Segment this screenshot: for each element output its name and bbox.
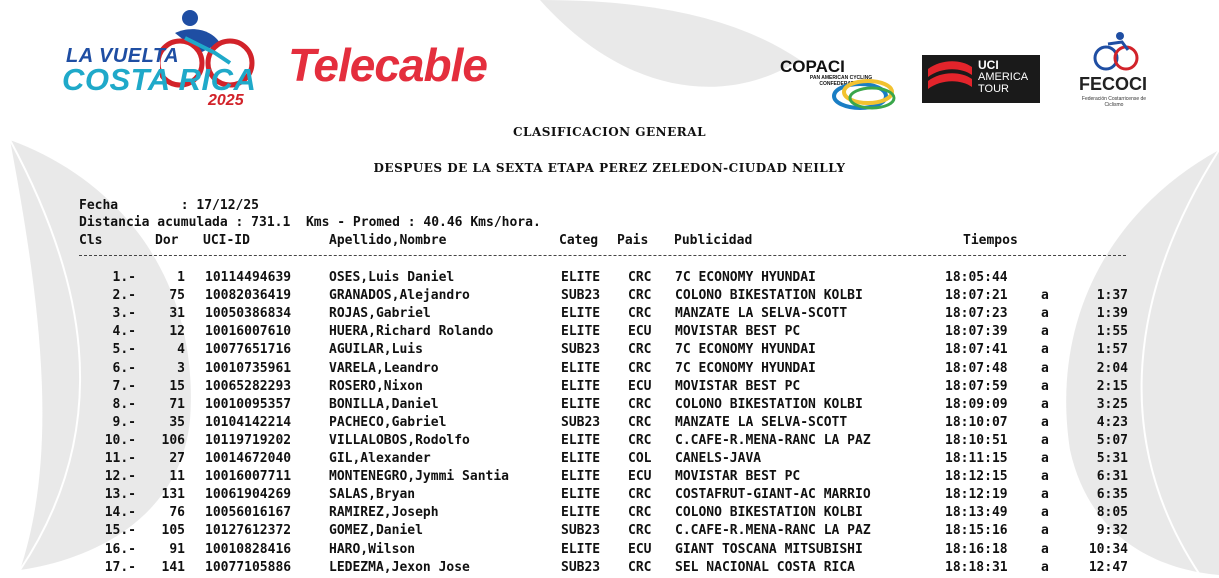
row-dor: 4 [177,342,185,358]
row-time: 18:07:21 [945,288,1008,304]
row-categ: ELITE [561,451,601,466]
row-dor: 1 [177,270,185,285]
table-row [0,342,1219,360]
row-categ: SUB23 [561,288,601,304]
row-categ: SUB23 [561,559,601,575]
row-pais: CRC [628,270,652,285]
row-gap: 1:55 [1096,324,1128,340]
row-pais: CRC [628,360,652,376]
row-a-marker: a [1041,360,1049,376]
row-dor: 75 [169,288,185,304]
telecable-logo: Telecable [288,39,487,91]
row-dor: 11 [169,469,185,485]
row-gap: 12:47 [1088,559,1128,575]
header-name: Apellido,Nombre [329,233,447,248]
table-row [0,324,1219,342]
header-uci-id: UCI-ID [203,233,250,248]
row-pais: CRC [628,306,652,322]
row-name: BONILLA,Daniel [329,396,439,412]
row-cls: 3.- [112,306,136,322]
row-time: 18:09:09 [945,396,1008,412]
row-pais: CRC [628,288,652,304]
table-row [0,487,1219,505]
row-dor: 27 [169,451,185,466]
row-time: 18:18:31 [945,559,1008,575]
fecoci-cyclist-icon [1090,30,1140,72]
row-gap: 4:23 [1096,414,1128,430]
copaci-logo-subtitle: PAN AMERICAN CYCLING CONFEDERATION [809,75,873,87]
row-pais: CRC [628,559,652,575]
row-time: 18:07:23 [945,306,1008,322]
row-pais: CRC [628,505,652,521]
row-time: 18:16:18 [945,541,1008,557]
row-cls: 15.- [104,523,136,539]
row-categ: ELITE [561,396,601,412]
vuelta-logo-line2: COSTA RICA [62,62,257,97]
row-a-marker: a [1041,505,1049,521]
row-dor: 12 [169,324,185,340]
row-gap: 10:34 [1088,541,1128,557]
row-gap: 8:05 [1096,505,1128,521]
row-name: LEDEZMA,Jexon Jose [329,559,470,575]
row-publicidad: MOVISTAR BEST PC [675,324,801,340]
row-name: AGUILAR,Luis [329,342,423,358]
row-a-marker: a [1041,559,1049,575]
row-a-marker: a [1041,523,1049,539]
row-publicidad: COSTAFRUT-GIANT-AC MARRIO [675,487,871,503]
fecha-line: Fecha : 17/12/25 [79,198,260,213]
row-publicidad: COLONO BIKESTATION KOLBI [675,505,863,521]
row-pais: CRC [628,523,652,539]
row-gap: 5:31 [1096,451,1128,466]
row-dor: 105 [161,523,185,539]
row-time: 18:07:41 [945,342,1008,358]
row-a-marker: a [1041,342,1049,358]
report-title: CLASIFICACION GENERAL [512,125,707,139]
row-cls: 13.- [104,487,136,503]
row-time: 18:05:44 [945,270,1008,285]
row-name: VARELA,Leandro [329,360,439,376]
row-a-marker: a [1041,288,1049,304]
row-categ: ELITE [561,469,601,485]
row-time: 18:10:51 [945,432,1008,448]
row-uci-id: 10061904269 [205,487,292,503]
table-row [0,270,1219,288]
row-publicidad: COLONO BIKESTATION KOLBI [675,396,863,412]
row-dor: 76 [169,505,185,521]
row-name: ROJAS,Gabriel [329,306,431,322]
row-time: 18:15:16 [945,523,1008,539]
row-cls: 2.- [112,288,136,304]
row-name: GRANADOS,Alejandro [329,288,470,304]
row-uci-id: 10010735961 [205,360,292,376]
row-publicidad: 7C ECONOMY HYUNDAI [675,342,816,358]
row-uci-id: 10016007711 [205,469,292,485]
row-uci-id: 10127612372 [205,523,292,539]
row-pais: CRC [628,487,652,503]
row-gap: 6:35 [1096,487,1128,503]
row-uci-id: 10077651716 [205,342,292,358]
table-row [0,379,1219,397]
row-categ: ELITE [561,541,601,557]
row-publicidad: MOVISTAR BEST PC [675,469,801,485]
table-row [0,469,1219,487]
row-gap: 2:04 [1096,360,1128,376]
row-dor: 15 [169,378,185,394]
row-pais: CRC [628,432,652,448]
row-a-marker: a [1041,432,1049,448]
row-publicidad: C.CAFE-R.MENA-RANC LA PAZ [675,432,871,448]
row-name: VILLALOBOS,Rodolfo [329,432,470,448]
row-cls: 5.- [112,342,136,358]
copaci-logo: COPACI [780,57,845,76]
header-pais: Pais [617,233,649,248]
fecoci-logo-subtitle: Federación Costarricense de Ciclismo [1081,96,1147,108]
table-row [0,542,1219,560]
row-cls: 6.- [112,360,136,376]
header-dor: Dor [155,233,179,248]
row-categ: ELITE [561,270,601,285]
row-publicidad: CANELS-JAVA [675,451,762,466]
row-categ: ELITE [561,505,601,521]
row-name: SALAS,Bryan [329,487,416,503]
row-pais: CRC [628,396,652,412]
table-row [0,361,1219,379]
row-dor: 141 [161,559,185,575]
row-pais: ECU [628,469,652,485]
row-pais: COL [628,451,652,466]
row-cls: 16.- [104,541,136,557]
row-name: HARO,Wilson [329,541,416,557]
row-a-marker: a [1041,378,1049,394]
row-dor: 31 [169,306,185,322]
row-uci-id: 10056016167 [205,505,292,521]
header-cls: Cls [79,233,103,248]
row-name: ROSERO,Nixon [329,378,423,394]
row-time: 18:07:48 [945,360,1008,376]
row-a-marker: a [1041,451,1049,466]
row-name: MONTENEGRO,Jymmi Santia [329,469,510,485]
row-categ: ELITE [561,487,601,503]
row-categ: SUB23 [561,342,601,358]
row-gap: 5:07 [1096,432,1128,448]
row-categ: ELITE [561,306,601,322]
row-categ: ELITE [561,378,601,394]
row-name: RAMIREZ,Joseph [329,505,439,521]
row-uci-id: 10082036419 [205,288,292,304]
row-gap: 9:32 [1096,523,1128,539]
table-row [0,451,1219,469]
row-publicidad: 7C ECONOMY HYUNDAI [675,270,816,285]
row-gap: 1:37 [1096,288,1128,304]
row-dor: 35 [169,414,185,430]
report-subtitle: DESPUES DE LA SEXTA ETAPA PEREZ ZELEDON-CIUDAD NEILLY [373,161,846,175]
row-cls: 14.- [104,505,136,521]
row-cls: 1.- [112,270,136,285]
uci-america-tour-text [978,59,1028,95]
row-categ: ELITE [561,360,601,376]
row-publicidad: MANZATE LA SELVA-SCOTT [675,306,848,322]
row-a-marker: a [1041,306,1049,322]
row-dor: 91 [169,541,185,557]
row-pais: ECU [628,541,652,557]
row-a-marker: a [1041,396,1049,412]
row-uci-id: 10114494639 [205,270,292,285]
row-dor: 131 [161,487,185,503]
table-row [0,433,1219,451]
table-row [0,397,1219,415]
row-uci-id: 10104142214 [205,414,292,430]
row-uci-id: 10010828416 [205,541,292,557]
row-a-marker: a [1041,324,1049,340]
row-dor: 106 [161,432,185,448]
row-publicidad: MOVISTAR BEST PC [675,378,801,394]
row-uci-id: 10014672040 [205,451,292,466]
uci-text-line3: TOUR [978,83,1009,95]
table-row [0,306,1219,324]
row-cls: 17.- [104,559,136,575]
row-cls: 7.- [112,378,136,394]
row-name: GOMEZ,Daniel [329,523,423,539]
row-a-marker: a [1041,469,1049,485]
row-uci-id: 10065282293 [205,378,292,394]
row-uci-id: 10050386834 [205,306,292,322]
row-a-marker: a [1041,541,1049,557]
row-uci-id: 10119719202 [205,432,292,448]
row-gap: 3:25 [1096,396,1128,412]
row-cls: 8.- [112,396,136,412]
copaci-swirl-icon [830,68,900,113]
row-gap: 2:15 [1096,378,1128,394]
row-time: 18:13:49 [945,505,1008,521]
row-gap: 1:57 [1096,342,1128,358]
row-pais: ECU [628,324,652,340]
row-publicidad: SEL NACIONAL COSTA RICA [675,559,856,575]
row-categ: SUB23 [561,523,601,539]
row-publicidad: COLONO BIKESTATION KOLBI [675,288,863,304]
uci-text-line1: UCI [978,58,999,72]
row-a-marker: a [1041,487,1049,503]
leaf-decoration-top [540,0,800,110]
row-cls: 11.- [104,451,136,466]
header-categ: Categ [559,233,599,248]
row-cls: 12.- [104,469,136,485]
row-time: 18:10:07 [945,414,1008,430]
row-gap: 6:31 [1096,469,1128,485]
fecoci-logo: FECOCI [1079,74,1148,94]
row-pais: CRC [628,414,652,430]
row-name: HUERA,Richard Rolando [329,324,494,340]
row-time: 18:12:19 [945,487,1008,503]
row-name: PACHECO,Gabriel [329,414,447,430]
row-name: OSES,Luis Daniel [329,270,455,285]
uci-text-line2: AMERICA [978,71,1029,83]
row-time: 18:12:15 [945,469,1008,485]
row-uci-id: 10016007610 [205,324,292,340]
uci-rainbow-icon [926,59,974,99]
row-pais: ECU [628,378,652,394]
table-row [0,505,1219,523]
row-publicidad: GIANT TOSCANA MITSUBISHI [675,541,863,557]
header-publicidad: Publicidad [674,233,753,248]
row-gap: 1:39 [1096,306,1128,322]
row-cls: 10.- [104,432,136,448]
header-divider [79,255,1126,256]
row-time: 18:07:39 [945,324,1008,340]
row-dor: 3 [177,360,185,376]
vuelta-logo-year: 2025 [208,92,244,109]
table-row [0,523,1219,541]
distancia-line: Distancia acumulada : 731.1 Kms - Promed : 40.46 Kms/hora. [79,215,541,230]
row-name: GIL,Alexander [329,451,431,466]
row-a-marker: a [1041,414,1049,430]
row-publicidad: C.CAFE-R.MENA-RANC LA PAZ [675,523,871,539]
row-dor: 71 [169,396,185,412]
row-time: 18:11:15 [945,451,1008,466]
row-uci-id: 10077105886 [205,559,292,575]
vuelta-logo-line1: LA VUELTA [66,45,180,67]
row-cls: 4.- [112,324,136,340]
table-row [0,288,1219,306]
row-publicidad: 7C ECONOMY HYUNDAI [675,360,816,376]
row-time: 18:07:59 [945,378,1008,394]
row-categ: SUB23 [561,414,601,430]
row-pais: CRC [628,342,652,358]
row-uci-id: 10010095357 [205,396,292,412]
row-cls: 9.- [112,414,136,430]
row-categ: ELITE [561,432,601,448]
row-categ: ELITE [561,324,601,340]
header-tiempos: Tiempos [963,233,1018,248]
table-row [0,415,1219,433]
row-publicidad: MANZATE LA SELVA-SCOTT [675,414,848,430]
